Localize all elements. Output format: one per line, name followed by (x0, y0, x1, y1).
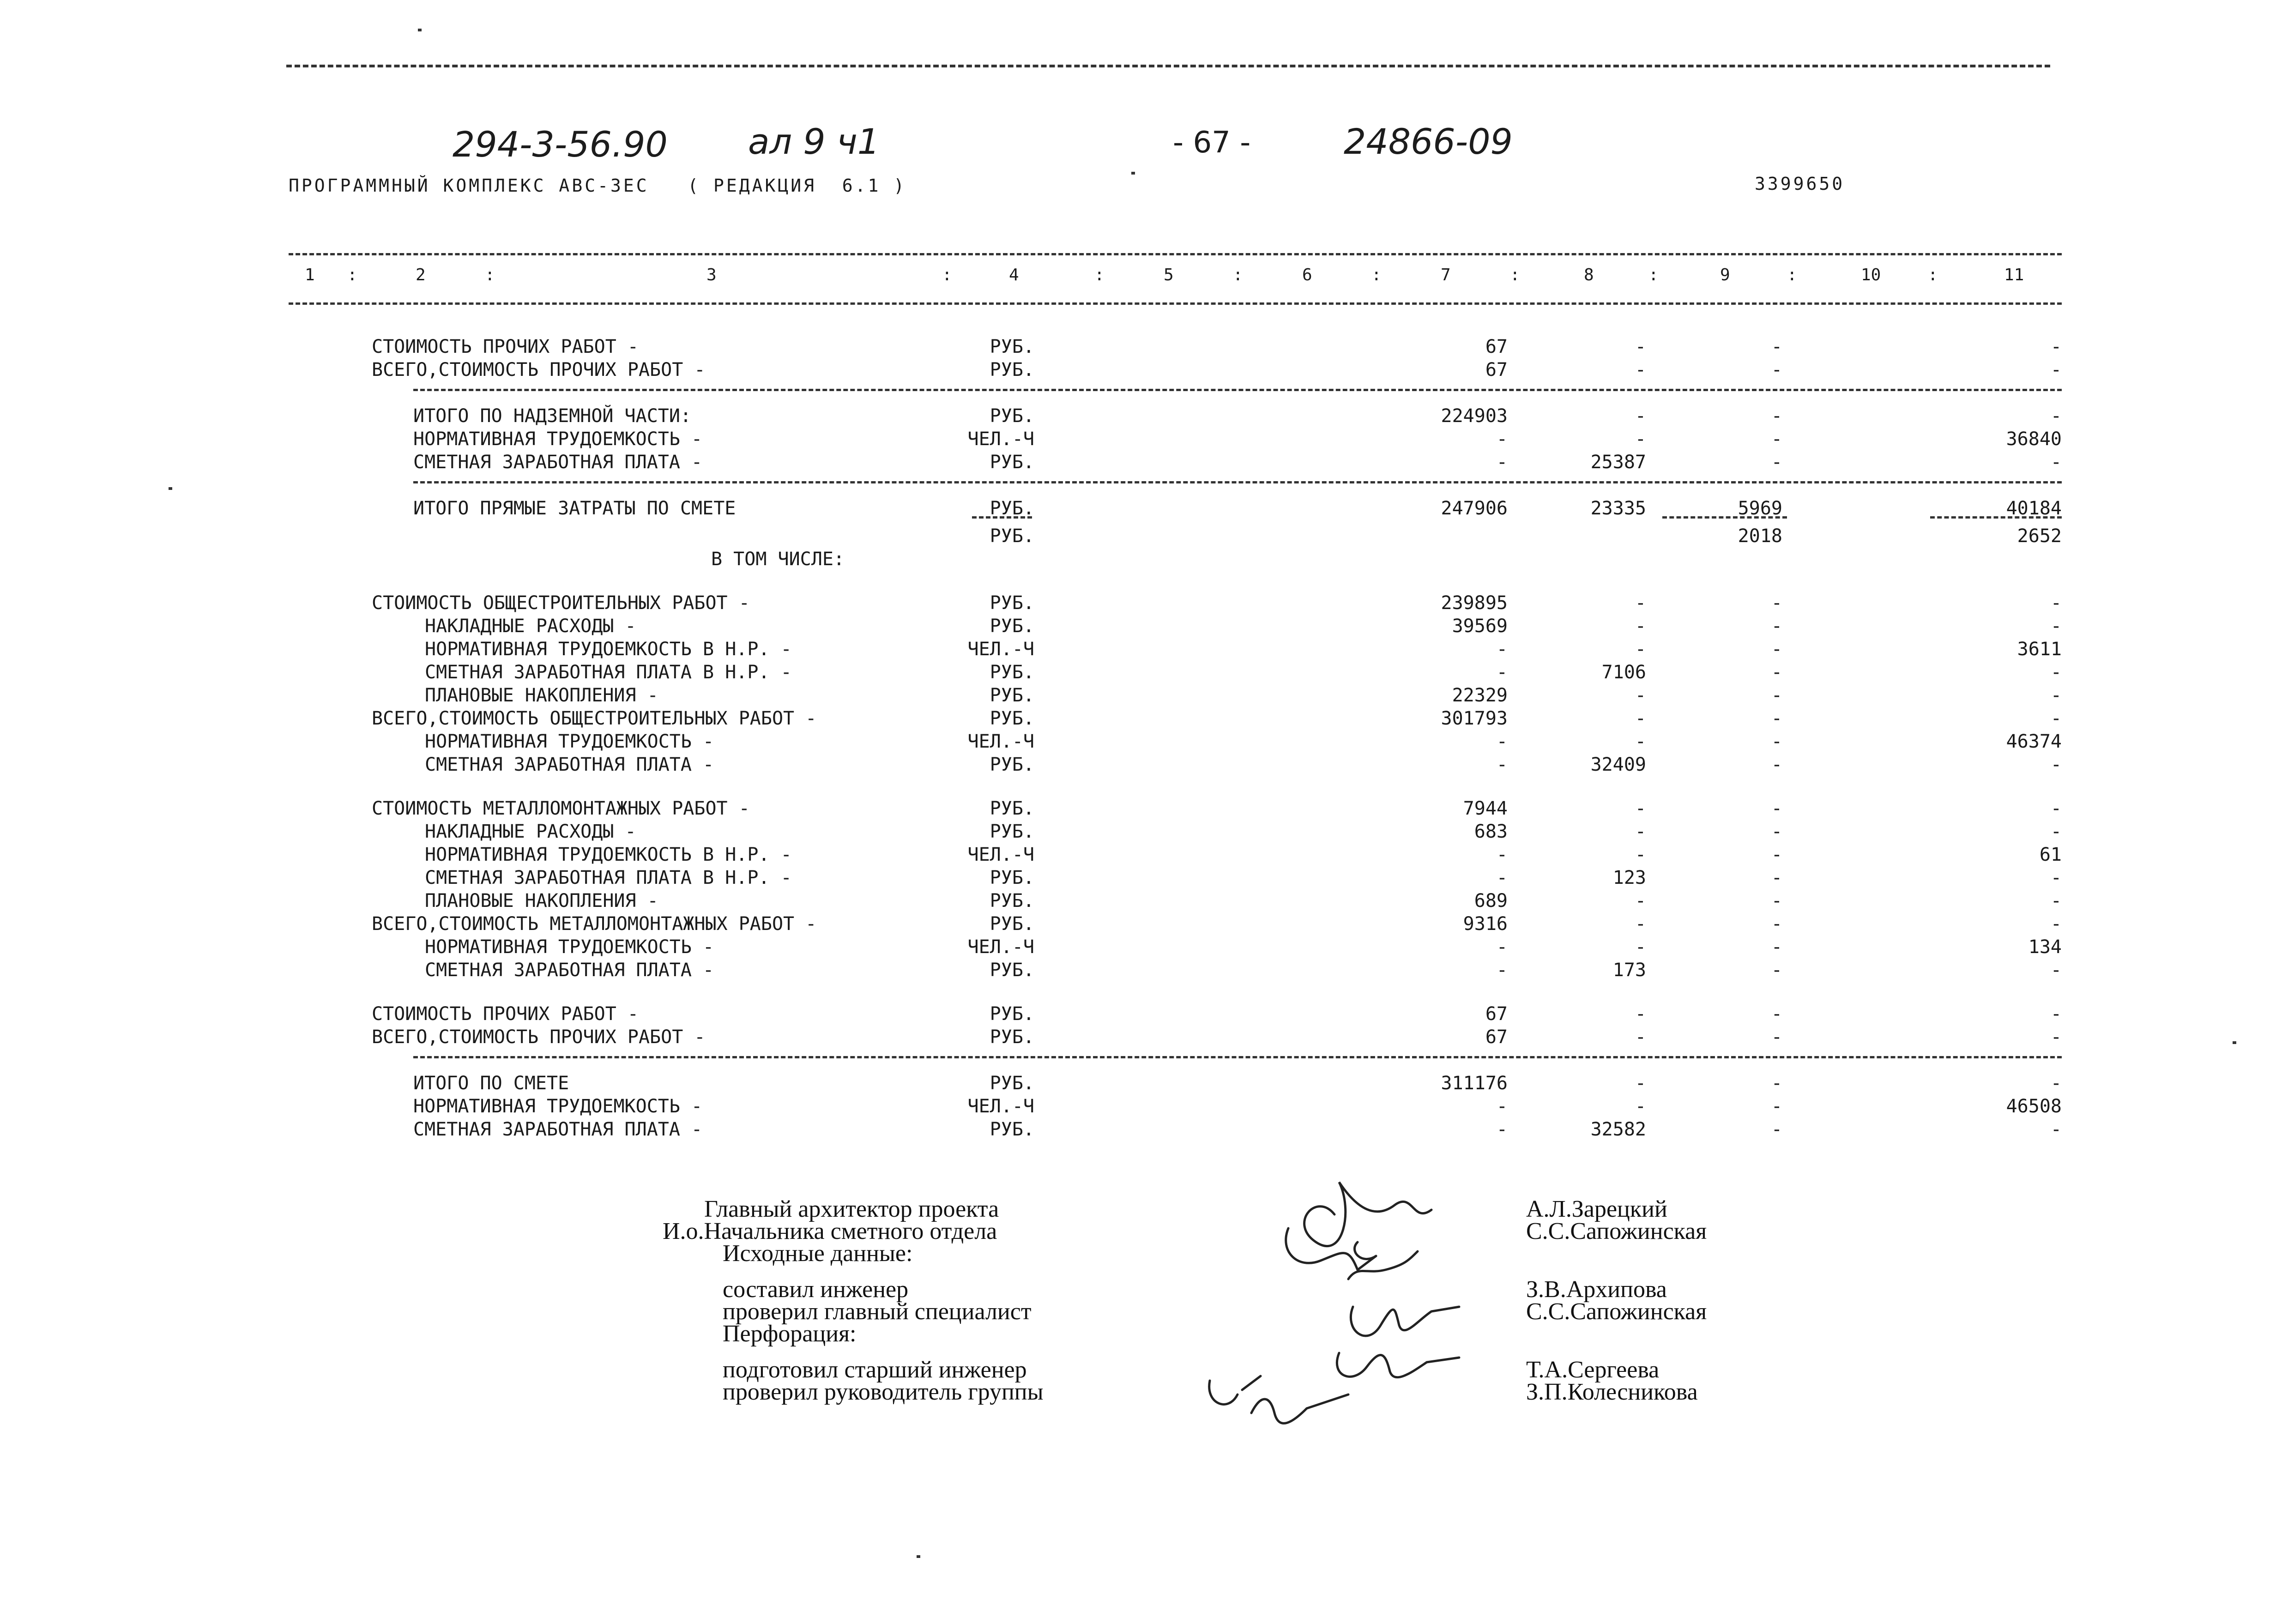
row-value-c9: - (1771, 844, 1782, 865)
table-row (0, 708, 2294, 731)
row-value-c7: 224903 (1441, 405, 1508, 427)
row-label: НАКЛАДНЫЕ РАСХОДЫ - (425, 821, 636, 842)
row-value-c9: - (1771, 405, 1782, 427)
row-value-c7: 689 (1474, 890, 1508, 912)
column-number: 4 (1009, 266, 1019, 284)
stray-dot (418, 29, 422, 31)
column-separator: : (485, 266, 495, 284)
row-value-c11: - (2050, 867, 2062, 888)
row-value-c8: 32409 (1590, 754, 1646, 775)
row-value-c9: - (1771, 936, 1782, 958)
row-value-c8: - (1635, 685, 1646, 706)
row-label: НОРМАТИВНАЯ ТРУДОЕМКОСТЬ - (413, 1096, 703, 1117)
signature-role: подготовил старший инженер (723, 1357, 1027, 1383)
row-value-c8: - (1635, 429, 1646, 450)
row-value-c11: 46508 (2006, 1096, 2062, 1117)
row-value-c9: - (1771, 639, 1782, 660)
table-row (0, 890, 2294, 913)
signature-name (1526, 1243, 1896, 1265)
row-value-c11: - (2050, 1073, 2062, 1094)
estimate-table (0, 336, 2294, 1181)
row-value-c8: - (1635, 798, 1646, 819)
row-value-c8: - (1635, 936, 1646, 958)
row-value-c11: 36840 (2006, 429, 2062, 450)
row-label: ВСЕГО,СТОИМОСТЬ ОБЩЕСТРОИТЕЛЬНЫХ РАБОТ - (372, 708, 817, 729)
row-value-c7: - (1496, 662, 1508, 683)
signature-role: И.о.Начальника сметного отдела (663, 1218, 997, 1244)
row-value-c9: - (1771, 1003, 1782, 1025)
subtotal-rule (1930, 516, 2062, 519)
row-value-c11: - (2050, 336, 2062, 357)
row-label: НОРМАТИВНАЯ ТРУДОЕМКОСТЬ - (425, 936, 714, 958)
handwritten-code: 294-3-56.90 (453, 124, 668, 165)
row-value-c7: 9316 (1463, 913, 1508, 935)
row-value-c9: - (1771, 616, 1782, 637)
row-value-c9: - (1771, 336, 1782, 357)
signature-name: З.П.Колесникова (1526, 1379, 1698, 1405)
column-separator: : (1510, 266, 1520, 284)
table-row (0, 731, 2294, 754)
table-row (0, 1119, 2294, 1142)
row-value-c8: - (1635, 592, 1646, 614)
row-label: СТОИМОСТЬ ОБЩЕСТРОИТЕЛЬНЫХ РАБОТ - (372, 592, 750, 614)
row-value-c8: - (1635, 336, 1646, 357)
row-value-c9: 5969 (1738, 498, 1782, 519)
stray-dot (917, 1555, 920, 1558)
signature-name: С.С.Сапожинская (1526, 1298, 1707, 1325)
row-value-c8: - (1635, 821, 1646, 842)
row-label: СТОИМОСТЬ МЕТАЛЛОМОНТАЖНЫХ РАБОТ - (372, 798, 750, 819)
row-value-c9: - (1771, 685, 1782, 706)
row-label: СМЕТНАЯ ЗАРАБОТНАЯ ПЛАТА - (425, 960, 714, 981)
row-value-c7: - (1496, 960, 1508, 981)
row-value-c11: 3611 (2017, 639, 2062, 660)
signature-role: Перфорация: (723, 1321, 857, 1347)
signature-names (1526, 1198, 1896, 1403)
row-label: СМЕТНАЯ ЗАРАБОТНАЯ ПЛАТА - (413, 1119, 703, 1140)
table-row (0, 359, 2294, 382)
row-label: НОРМАТИВНАЯ ТРУДОЕМКОСТЬ - (425, 731, 714, 752)
handwritten-doc-number: 24866-09 (1344, 121, 1513, 162)
row-label: СТОИМОСТЬ ПРОЧИХ РАБОТ - (372, 1003, 639, 1025)
header-rule-top (289, 253, 2062, 255)
row-value-c11: 134 (2028, 936, 2062, 958)
row-unit: РУБ. (990, 498, 1034, 519)
row-unit: РУБ. (990, 798, 1034, 819)
table-row (0, 549, 2294, 572)
table-row (0, 405, 2294, 429)
row-unit: РУБ. (990, 754, 1034, 775)
row-value-c11: 46374 (2006, 731, 2062, 752)
table-row (0, 429, 2294, 452)
row-label: ИТОГО ПРЯМЫЕ ЗАТРАТЫ ПО СМЕТЕ (413, 498, 736, 519)
row-value-c7: 301793 (1441, 708, 1508, 729)
row-value-c8: 7106 (1601, 662, 1646, 683)
row-value-c9: - (1771, 1119, 1782, 1140)
row-unit: РУБ. (990, 662, 1034, 683)
signature-name: Т.А.Сергеева (1526, 1357, 1660, 1383)
row-unit: РУБ. (990, 359, 1034, 380)
row-unit: РУБ. (990, 1119, 1034, 1140)
table-row (0, 821, 2294, 844)
row-unit: ЧЕЛ.-Ч (967, 1096, 1034, 1117)
row-unit: РУБ. (990, 960, 1034, 981)
top-dash-line (286, 65, 2050, 67)
column-number: 7 (1441, 266, 1451, 284)
row-value-c8: - (1635, 405, 1646, 427)
row-value-c9: - (1771, 1073, 1782, 1094)
row-unit: РУБ. (990, 336, 1034, 357)
row-label: В ТОМ ЧИСЛЕ: (711, 549, 845, 570)
row-value-c8: - (1635, 1073, 1646, 1094)
table-row (0, 592, 2294, 616)
row-unit: ЧЕЛ.-Ч (967, 731, 1034, 752)
table-row (0, 867, 2294, 890)
row-label: ПЛАНОВЫЕ НАКОПЛЕНИЯ - (425, 890, 658, 912)
signature-role: составил инженер (723, 1276, 909, 1303)
row-label: СМЕТНАЯ ЗАРАБОТНАЯ ПЛАТА В Н.Р. - (425, 662, 792, 683)
row-value-c7: 67 (1485, 1026, 1508, 1048)
code-right: 3399650 (1755, 174, 1845, 194)
subtotal-rule (972, 516, 1032, 519)
row-value-c8: 173 (1612, 960, 1646, 981)
column-number: 9 (1720, 266, 1730, 284)
row-value-c9: - (1771, 754, 1782, 775)
column-separator: : (1648, 266, 1659, 284)
row-value-c7: - (1496, 429, 1508, 450)
row-value-c9: - (1771, 452, 1782, 473)
row-value-c9: - (1771, 731, 1782, 752)
row-value-c9: 2018 (1738, 525, 1782, 547)
row-value-c7: - (1496, 639, 1508, 660)
row-value-c11: - (2050, 1119, 2062, 1140)
row-value-c7: 239895 (1441, 592, 1508, 614)
row-value-c11: - (2050, 960, 2062, 981)
signature-role: проверил главный специалист (723, 1298, 1032, 1325)
table-row (0, 960, 2294, 983)
row-label: НОРМАТИВНАЯ ТРУДОЕМКОСТЬ - (413, 429, 703, 450)
row-unit: РУБ. (990, 867, 1034, 888)
row-unit: РУБ. (990, 616, 1034, 637)
column-separator: : (347, 266, 357, 284)
row-value-c8: - (1635, 890, 1646, 912)
column-number: 5 (1164, 266, 1174, 284)
signature-name (1526, 1323, 1896, 1345)
row-value-c7: - (1496, 731, 1508, 752)
signature-scribbles (1201, 1154, 1570, 1441)
column-separator: : (1094, 266, 1105, 284)
row-value-c8: - (1635, 844, 1646, 865)
row-unit: РУБ. (990, 685, 1034, 706)
row-value-c11: - (2050, 662, 2062, 683)
row-value-c11: - (2050, 754, 2062, 775)
row-value-c9: - (1771, 798, 1782, 819)
signature-role: проверил руководитель группы (723, 1379, 1044, 1405)
row-value-c7: 67 (1485, 1003, 1508, 1025)
row-value-c11: - (2050, 1026, 2062, 1048)
row-value-c8: - (1635, 616, 1646, 637)
signature-role: Главный архитектор проекта (704, 1196, 999, 1222)
table-row (0, 616, 2294, 639)
row-value-c7: 683 (1474, 821, 1508, 842)
section-divider (413, 1056, 2062, 1058)
signature-name: С.С.Сапожинская (1526, 1218, 1707, 1244)
row-value-c9: - (1771, 867, 1782, 888)
column-separator: : (1787, 266, 1797, 284)
table-row (0, 525, 2294, 549)
table-row (0, 754, 2294, 777)
page-number: - 67 - (1173, 126, 1251, 160)
row-value-c11: - (2050, 616, 2062, 637)
row-value-c7: 67 (1485, 359, 1508, 380)
row-value-c8: - (1635, 1096, 1646, 1117)
section-divider (413, 481, 2062, 483)
header-rule-bottom (289, 302, 2062, 305)
row-label: ПЛАНОВЫЕ НАКОПЛЕНИЯ - (425, 685, 658, 706)
row-unit: РУБ. (990, 592, 1034, 614)
row-unit: РУБ. (990, 405, 1034, 427)
row-label: СМЕТНАЯ ЗАРАБОТНАЯ ПЛАТА - (425, 754, 714, 775)
row-value-c11: - (2050, 821, 2062, 842)
row-value-c9: - (1771, 429, 1782, 450)
row-value-c7: - (1496, 844, 1508, 865)
row-value-c8: - (1635, 1003, 1646, 1025)
row-unit: ЧЕЛ.-Ч (967, 639, 1034, 660)
row-unit: РУБ. (990, 1003, 1034, 1025)
table-row (0, 1073, 2294, 1096)
column-numbers (0, 266, 2294, 289)
row-value-c9: - (1771, 960, 1782, 981)
handwritten-album: ал 9 ч1 (748, 121, 880, 162)
row-label: ИТОГО ПО СМЕТЕ (413, 1073, 569, 1094)
signature-role: Исходные данные: (723, 1240, 913, 1267)
row-label: ВСЕГО,СТОИМОСТЬ МЕТАЛЛОМОНТАЖНЫХ РАБОТ - (372, 913, 817, 935)
row-value-c8: - (1635, 359, 1646, 380)
row-value-c7: - (1496, 1119, 1508, 1140)
row-label: ВСЕГО,СТОИМОСТЬ ПРОЧИХ РАБОТ - (372, 1026, 706, 1048)
row-value-c9: - (1771, 1026, 1782, 1048)
row-value-c11: - (2050, 452, 2062, 473)
row-label: СМЕТНАЯ ЗАРАБОТНАЯ ПЛАТА - (413, 452, 703, 473)
row-value-c11: - (2050, 913, 2062, 935)
table-row (0, 1026, 2294, 1050)
signature-name: З.В.Архипова (1526, 1276, 1667, 1303)
row-value-c7: - (1496, 936, 1508, 958)
column-separator: : (1928, 266, 1938, 284)
row-label: НОРМАТИВНАЯ ТРУДОЕМКОСТЬ В Н.Р. - (425, 639, 792, 660)
column-number: 1 (305, 266, 315, 284)
row-unit: РУБ. (990, 1026, 1034, 1048)
stray-dot (2233, 1041, 2236, 1044)
row-value-c11: - (2050, 890, 2062, 912)
row-unit: РУБ. (990, 913, 1034, 935)
row-value-c11: - (2050, 708, 2062, 729)
row-value-c11: 2652 (2017, 525, 2062, 547)
row-value-c11: - (2050, 592, 2062, 614)
row-value-c7: 39569 (1452, 616, 1508, 637)
row-value-c11: - (2050, 798, 2062, 819)
row-unit: РУБ. (990, 890, 1034, 912)
stray-dot (169, 487, 172, 490)
row-value-c9: - (1771, 592, 1782, 614)
row-value-c9: - (1771, 821, 1782, 842)
table-row (0, 1096, 2294, 1119)
row-unit: РУБ. (990, 525, 1034, 547)
row-unit: РУБ. (990, 708, 1034, 729)
table-row (0, 685, 2294, 708)
row-value-c7: 7944 (1463, 798, 1508, 819)
row-unit: ЧЕЛ.-Ч (967, 844, 1034, 865)
signature-name: А.Л.Зарецкий (1526, 1196, 1667, 1222)
row-label: ВСЕГО,СТОИМОСТЬ ПРОЧИХ РАБОТ - (372, 359, 706, 380)
row-value-c8: 123 (1612, 867, 1646, 888)
table-row (0, 936, 2294, 960)
table-row (0, 844, 2294, 867)
table-row (0, 336, 2294, 359)
column-number: 2 (416, 266, 426, 284)
row-value-c7: 247906 (1441, 498, 1508, 519)
column-number: 8 (1584, 266, 1594, 284)
row-unit: РУБ. (990, 1073, 1034, 1094)
table-row (0, 662, 2294, 685)
row-value-c8: - (1635, 731, 1646, 752)
table-row (0, 452, 2294, 475)
row-value-c11: - (2050, 685, 2062, 706)
row-label: СТОИМОСТЬ ПРОЧИХ РАБОТ - (372, 336, 639, 357)
column-separator: : (1233, 266, 1243, 284)
column-number: 10 (1861, 266, 1881, 284)
row-label: НАКЛАДНЫЕ РАСХОДЫ - (425, 616, 636, 637)
row-unit: ЧЕЛ.-Ч (967, 936, 1034, 958)
row-value-c8: - (1635, 708, 1646, 729)
row-label: ИТОГО ПО НАДЗЕМНОЙ ЧАСТИ: (413, 405, 692, 427)
subtotal-rule (1662, 516, 1787, 519)
row-value-c8: - (1635, 639, 1646, 660)
table-row (0, 1003, 2294, 1026)
row-value-c11: - (2050, 405, 2062, 427)
column-number: 11 (2004, 266, 2024, 284)
row-value-c8: 23335 (1590, 498, 1646, 519)
column-number: 6 (1302, 266, 1312, 284)
signature-roles (663, 1198, 1217, 1403)
row-value-c9: - (1771, 359, 1782, 380)
row-unit: ЧЕЛ.-Ч (967, 429, 1034, 450)
table-row (0, 798, 2294, 821)
row-value-c8: 25387 (1590, 452, 1646, 473)
row-unit: РУБ. (990, 452, 1034, 473)
row-value-c7: - (1496, 867, 1508, 888)
column-number: 3 (706, 266, 717, 284)
row-label: НОРМАТИВНАЯ ТРУДОЕМКОСТЬ В Н.Р. - (425, 844, 792, 865)
row-value-c7: 67 (1485, 336, 1508, 357)
row-value-c11: - (2050, 1003, 2062, 1025)
program-title: ПРОГРАММНЫЙ КОМПЛЕКС АВС-3ЕС ( РЕДАКЦИЯ 6.1 ) (289, 175, 907, 196)
row-value-c8: 32582 (1590, 1119, 1646, 1140)
section-divider (413, 389, 2062, 391)
table-row (0, 913, 2294, 936)
row-value-c11: 40184 (2006, 498, 2062, 519)
column-separator: : (1371, 266, 1382, 284)
row-value-c11: - (2050, 359, 2062, 380)
row-value-c9: - (1771, 1096, 1782, 1117)
row-value-c11: 61 (2039, 844, 2062, 865)
row-value-c7: - (1496, 754, 1508, 775)
row-value-c8: - (1635, 1026, 1646, 1048)
row-value-c7: - (1496, 452, 1508, 473)
row-value-c9: - (1771, 913, 1782, 935)
row-value-c7: 22329 (1452, 685, 1508, 706)
table-row (0, 639, 2294, 662)
row-value-c8: - (1635, 913, 1646, 935)
row-unit: РУБ. (990, 821, 1034, 842)
row-value-c7: 311176 (1441, 1073, 1508, 1094)
row-value-c7: - (1496, 1096, 1508, 1117)
row-value-c9: - (1771, 890, 1782, 912)
row-value-c9: - (1771, 708, 1782, 729)
stray-dot (1131, 172, 1135, 175)
column-separator: : (942, 266, 952, 284)
row-label: СМЕТНАЯ ЗАРАБОТНАЯ ПЛАТА В Н.Р. - (425, 867, 792, 888)
row-value-c9: - (1771, 662, 1782, 683)
